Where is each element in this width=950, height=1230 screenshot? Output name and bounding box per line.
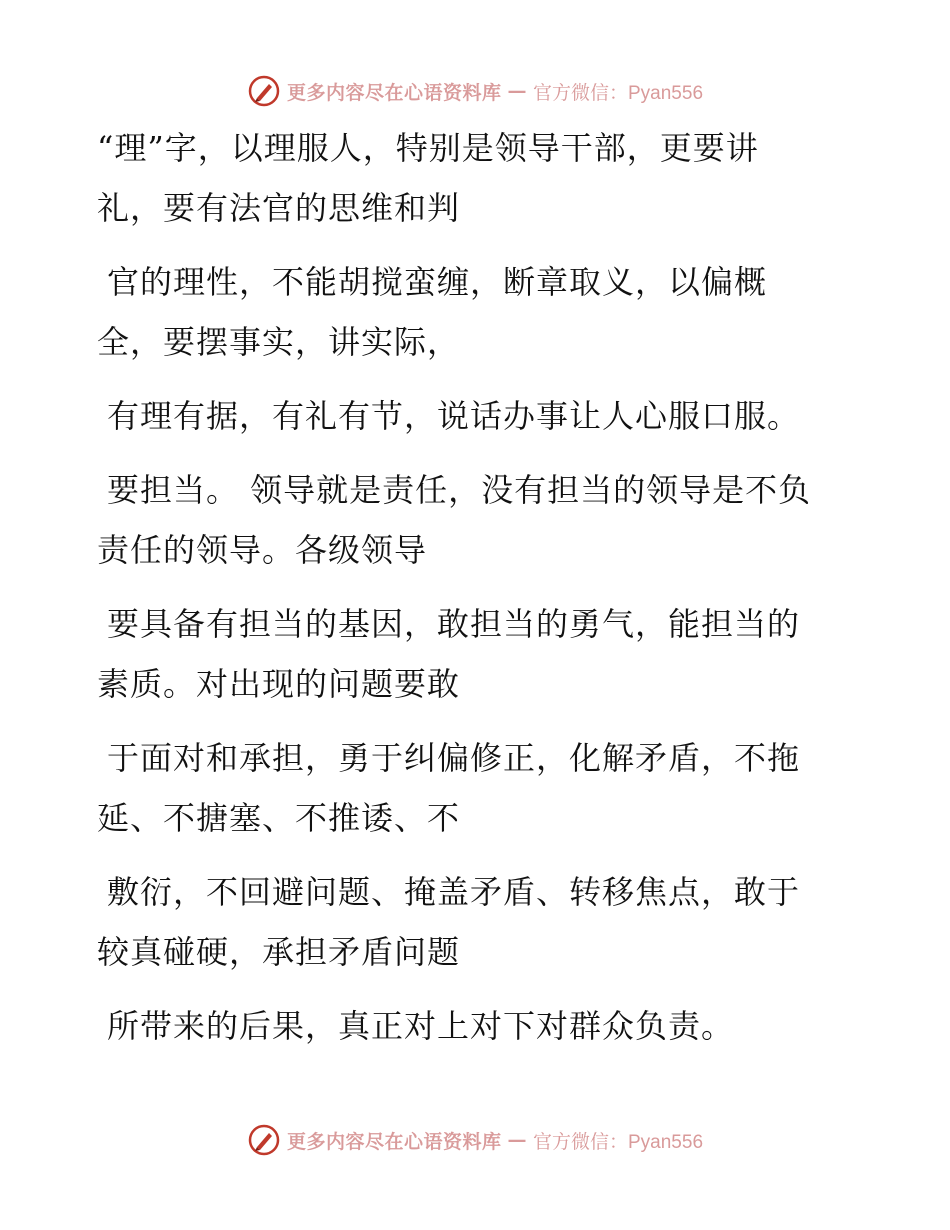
- footer-watermark: [0, 1120, 950, 1160]
- pen-logo-icon: [247, 1123, 281, 1157]
- text-line: 延、不搪塞、不推诿、不: [97, 799, 461, 837]
- watermark-main-text: 更多内容尽在心语资料库: [286, 81, 502, 104]
- pen-logo-icon: [247, 74, 281, 108]
- watermark-wechat-text: 官方微信：Pyan556: [533, 82, 704, 104]
- paragraph: [97, 996, 857, 1056]
- paragraph: [97, 386, 857, 446]
- paragraph: [97, 728, 857, 848]
- text-line: 素质。对出现的问题要敢: [97, 665, 461, 703]
- paragraph: [97, 594, 857, 714]
- watermark-dash: —: [507, 1129, 527, 1151]
- text-line: 全，要摆事实，讲实际，: [97, 323, 461, 361]
- paragraph: [97, 460, 857, 580]
- paragraph: [97, 862, 857, 982]
- text-line: 有理有据，有礼有节，说话办事让人心服口服。: [107, 397, 801, 435]
- text-line: 较真碰硬，承担矛盾问题: [97, 933, 461, 971]
- watermark-wechat-text: 官方微信：Pyan556: [533, 1131, 704, 1153]
- paragraph: [97, 252, 857, 372]
- text-line: 责任的领导。各级领导: [97, 531, 428, 569]
- text-line: 要担当。 领导就是责任，没有担当的领导是不负: [107, 471, 812, 509]
- text-line: 敷衍，不回避问题、掩盖矛盾、转移焦点，敢于: [107, 873, 801, 911]
- header-watermark: [0, 71, 950, 111]
- text-line: 于面对和承担，勇于纠偏修正，化解矛盾，不拖: [107, 739, 801, 777]
- watermark-main-text: 更多内容尽在心语资料库: [286, 1130, 502, 1153]
- paragraph: [97, 118, 857, 238]
- text-line: 官的理性，不能胡搅蛮缠，断章取义，以偏概: [107, 263, 768, 301]
- text-line: 要具备有担当的基因，敢担当的勇气，能担当的: [107, 605, 801, 643]
- watermark-dash: —: [507, 80, 527, 102]
- document-body: [97, 118, 857, 1070]
- text-line: 礼，要有法官的思维和判: [97, 189, 461, 227]
- text-line: “理”字，以理服人，特别是领导干部，更要讲: [97, 129, 759, 167]
- text-line: 所带来的后果，真正对上对下对群众负责。: [107, 1007, 735, 1045]
